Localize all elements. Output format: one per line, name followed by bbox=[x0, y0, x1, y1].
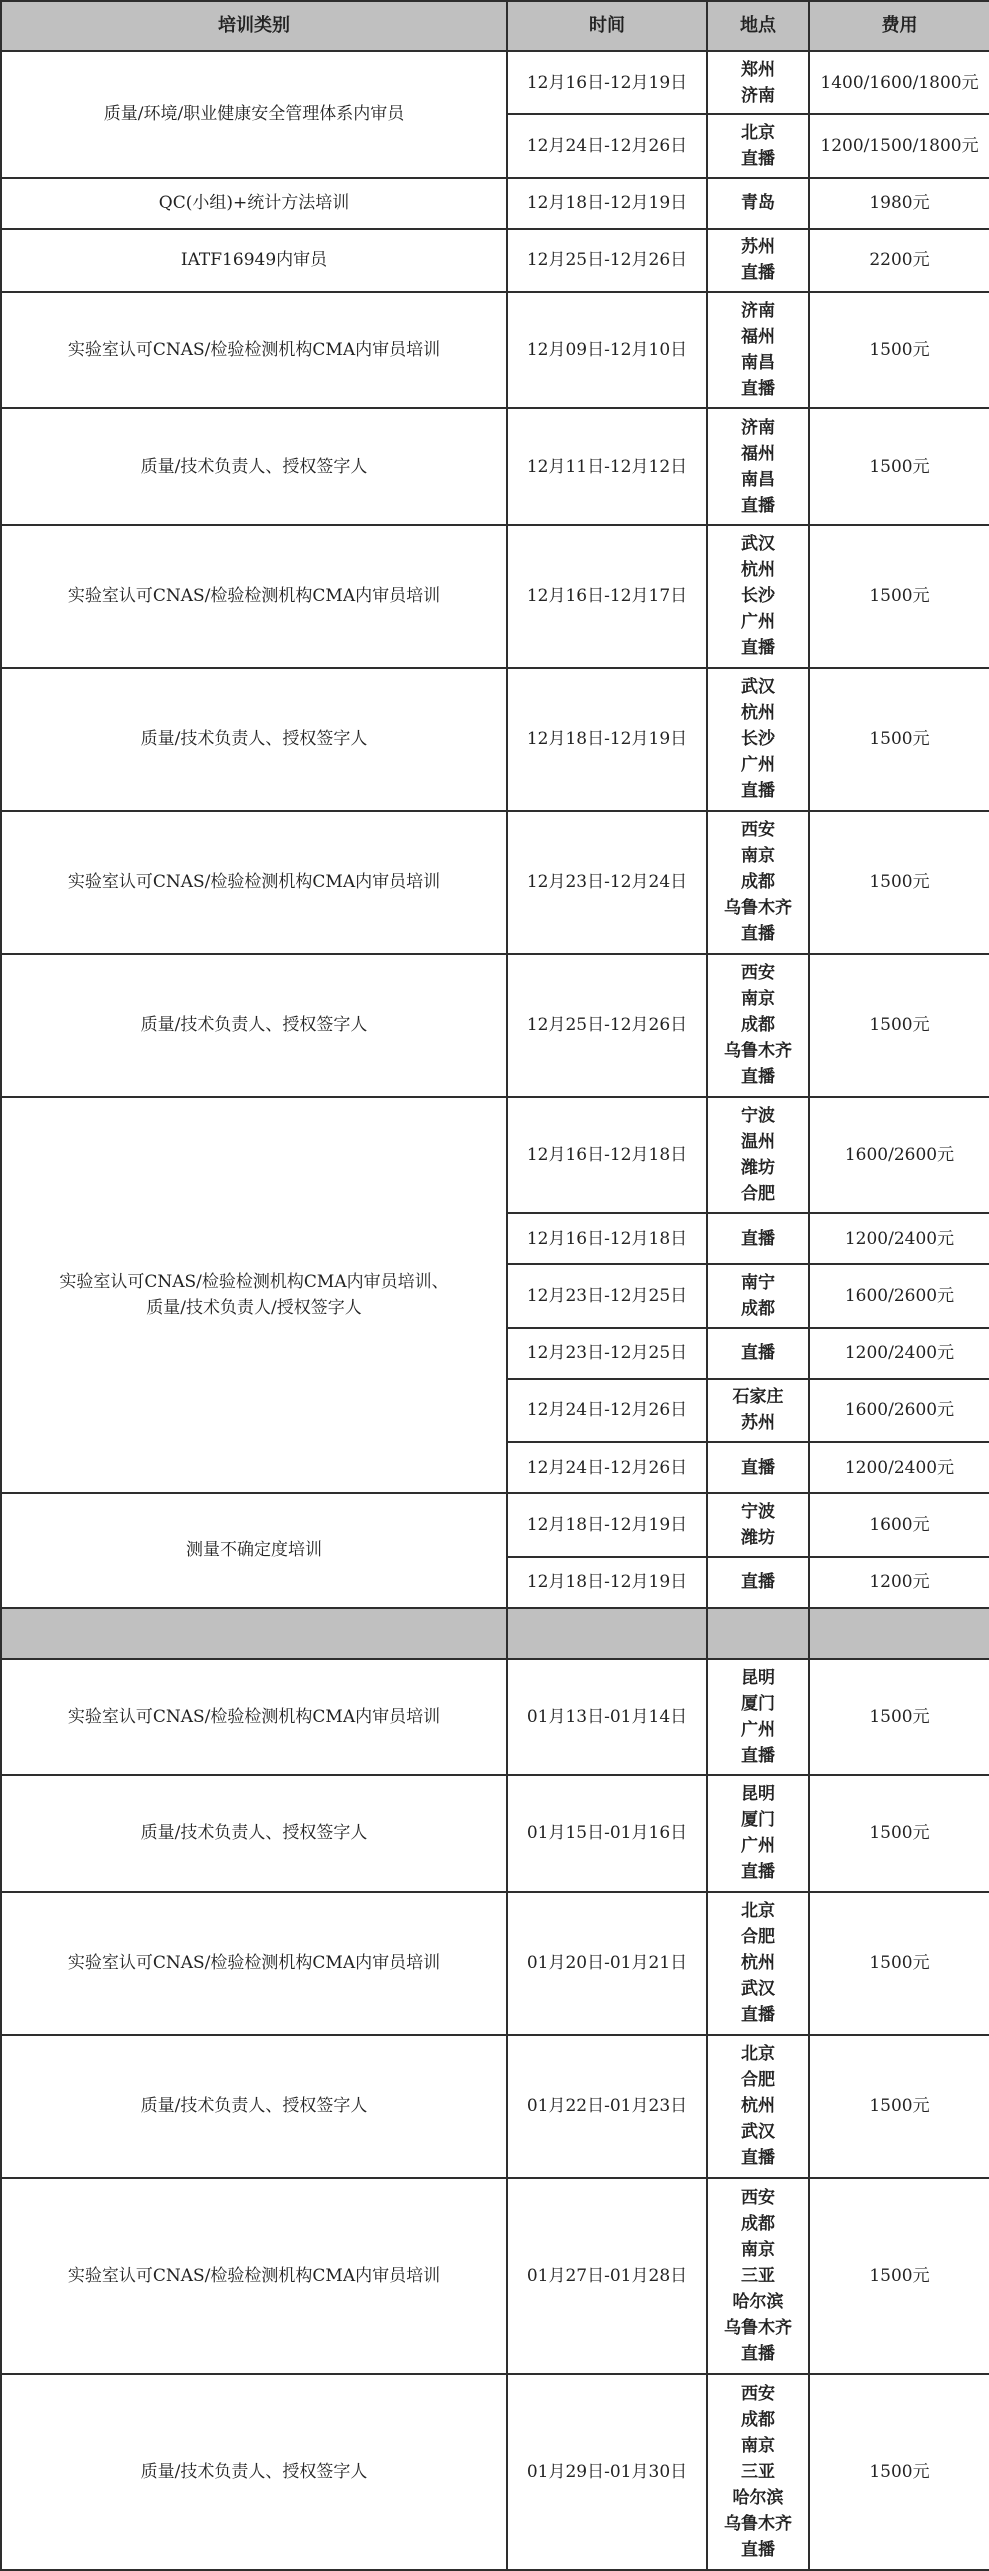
session-row bbox=[1, 1775, 989, 1891]
session-fee: 2200元 bbox=[809, 229, 989, 292]
session-fee: 1600/2600元 bbox=[809, 1097, 989, 1213]
session-date: 12月23日-12月25日 bbox=[507, 1264, 707, 1327]
header-fee: 费用 bbox=[809, 1, 989, 51]
session-location: 直播 bbox=[707, 1328, 809, 1379]
session-date: 12月18日-12月19日 bbox=[507, 178, 707, 229]
session-row bbox=[1, 229, 989, 292]
session-date: 01月15日-01月16日 bbox=[507, 1775, 707, 1891]
session-location: 石家庄 苏州 bbox=[707, 1379, 809, 1442]
course-name: 质量/技术负责人、授权签字人 bbox=[1, 408, 507, 524]
session-location: 北京 合肥 杭州 武汉 直播 bbox=[707, 1892, 809, 2035]
course-name: QC(小组)+统计方法培训 bbox=[1, 178, 507, 229]
session-date: 12月09日-12月10日 bbox=[507, 292, 707, 408]
session-fee: 1500元 bbox=[809, 1892, 989, 2035]
course-name: IATF16949内审员 bbox=[1, 229, 507, 292]
session-location: 直播 bbox=[707, 1557, 809, 1608]
session-location: 直播 bbox=[707, 1213, 809, 1264]
session-fee: 1500元 bbox=[809, 811, 989, 954]
course-name: 质量/技术负责人、授权签字人 bbox=[1, 1775, 507, 1891]
session-row bbox=[1, 2178, 989, 2374]
session-fee: 1200/2400元 bbox=[809, 1328, 989, 1379]
session-fee: 1500元 bbox=[809, 954, 989, 1097]
separator-cell bbox=[1, 1608, 507, 1659]
session-row bbox=[1, 51, 989, 114]
course-name: 质量/技术负责人、授权签字人 bbox=[1, 2374, 507, 2570]
session-date: 01月22日-01月23日 bbox=[507, 2035, 707, 2178]
course-name: 质量/技术负责人、授权签字人 bbox=[1, 2035, 507, 2178]
session-location: 西安 南京 成都 乌鲁木齐 直播 bbox=[707, 811, 809, 954]
session-location: 北京 合肥 杭州 武汉 直播 bbox=[707, 2035, 809, 2178]
separator-cell bbox=[809, 1608, 989, 1659]
session-date: 12月11日-12月12日 bbox=[507, 408, 707, 524]
session-fee: 1500元 bbox=[809, 2374, 989, 2570]
session-fee: 1200/1500/1800元 bbox=[809, 114, 989, 177]
session-row bbox=[1, 1892, 989, 2035]
session-location: 郑州 济南 bbox=[707, 51, 809, 114]
session-date: 01月13日-01月14日 bbox=[507, 1659, 707, 1775]
session-fee: 1500元 bbox=[809, 2178, 989, 2374]
course-name: 质量/技术负责人、授权签字人 bbox=[1, 954, 507, 1097]
session-fee: 1400/1600/1800元 bbox=[809, 51, 989, 114]
session-date: 12月25日-12月26日 bbox=[507, 229, 707, 292]
session-fee: 1500元 bbox=[809, 408, 989, 524]
course-name: 实验室认可CNAS/检验检测机构CMA内审员培训 bbox=[1, 811, 507, 954]
session-fee: 1600/2600元 bbox=[809, 1379, 989, 1442]
session-date: 12月18日-12月19日 bbox=[507, 1557, 707, 1608]
session-row bbox=[1, 292, 989, 408]
header-row bbox=[1, 1, 989, 51]
session-fee: 1500元 bbox=[809, 525, 989, 668]
session-location: 宁波 温州 潍坊 合肥 bbox=[707, 1097, 809, 1213]
course-name: 质量/环境/职业健康安全管理体系内审员 bbox=[1, 51, 507, 178]
session-date: 01月29日-01月30日 bbox=[507, 2374, 707, 2570]
session-row bbox=[1, 2035, 989, 2178]
session-row bbox=[1, 668, 989, 811]
course-name: 实验室认可CNAS/检验检测机构CMA内审员培训 bbox=[1, 292, 507, 408]
session-location: 直播 bbox=[707, 1442, 809, 1493]
session-location: 昆明 厦门 广州 直播 bbox=[707, 1775, 809, 1891]
course-name: 实验室认可CNAS/检验检测机构CMA内审员培训 bbox=[1, 1659, 507, 1775]
session-fee: 1600/2600元 bbox=[809, 1264, 989, 1327]
session-location: 武汉 杭州 长沙 广州 直播 bbox=[707, 525, 809, 668]
session-fee: 1200元 bbox=[809, 1557, 989, 1608]
session-date: 12月25日-12月26日 bbox=[507, 954, 707, 1097]
session-date: 12月24日-12月26日 bbox=[507, 1379, 707, 1442]
session-fee: 1200/2400元 bbox=[809, 1442, 989, 1493]
session-date: 12月24日-12月26日 bbox=[507, 114, 707, 177]
session-location: 西安 南京 成都 乌鲁木齐 直播 bbox=[707, 954, 809, 1097]
session-location: 北京 直播 bbox=[707, 114, 809, 177]
session-row bbox=[1, 954, 989, 1097]
separator-cell bbox=[507, 1608, 707, 1659]
session-date: 12月16日-12月19日 bbox=[507, 51, 707, 114]
session-fee: 1600元 bbox=[809, 1493, 989, 1556]
course-name: 实验室认可CNAS/检验检测机构CMA内审员培训、 质量/技术负责人/授权签字人 bbox=[1, 1097, 507, 1493]
session-fee: 1500元 bbox=[809, 1775, 989, 1891]
header-category: 培训类别 bbox=[1, 1, 507, 51]
session-fee: 1500元 bbox=[809, 668, 989, 811]
session-date: 12月18日-12月19日 bbox=[507, 668, 707, 811]
session-location: 西安 成都 南京 三亚 哈尔滨 乌鲁木齐 直播 bbox=[707, 2178, 809, 2374]
session-row bbox=[1, 408, 989, 524]
session-date: 12月16日-12月17日 bbox=[507, 525, 707, 668]
header-location: 地点 bbox=[707, 1, 809, 51]
session-location: 武汉 杭州 长沙 广州 直播 bbox=[707, 668, 809, 811]
session-date: 01月20日-01月21日 bbox=[507, 1892, 707, 2035]
session-date: 12月18日-12月19日 bbox=[507, 1493, 707, 1556]
session-location: 济南 福州 南昌 直播 bbox=[707, 408, 809, 524]
session-date: 12月16日-12月18日 bbox=[507, 1097, 707, 1213]
session-date: 12月24日-12月26日 bbox=[507, 1442, 707, 1493]
session-location: 南宁 成都 bbox=[707, 1264, 809, 1327]
course-name: 实验室认可CNAS/检验检测机构CMA内审员培训 bbox=[1, 525, 507, 668]
session-date: 01月27日-01月28日 bbox=[507, 2178, 707, 2374]
session-date: 12月23日-12月24日 bbox=[507, 811, 707, 954]
session-row bbox=[1, 1493, 989, 1556]
course-name: 实验室认可CNAS/检验检测机构CMA内审员培训 bbox=[1, 1892, 507, 2035]
session-location: 苏州 直播 bbox=[707, 229, 809, 292]
session-location: 昆明 厦门 广州 直播 bbox=[707, 1659, 809, 1775]
section-separator-row bbox=[1, 1608, 989, 1659]
session-fee: 1500元 bbox=[809, 2035, 989, 2178]
session-location: 青岛 bbox=[707, 178, 809, 229]
session-row bbox=[1, 1659, 989, 1775]
session-row bbox=[1, 1097, 989, 1213]
header-time: 时间 bbox=[507, 1, 707, 51]
separator-cell bbox=[707, 1608, 809, 1659]
session-fee: 1500元 bbox=[809, 292, 989, 408]
schedule-body bbox=[1, 51, 989, 2570]
session-row bbox=[1, 811, 989, 954]
session-location: 西安 成都 南京 三亚 哈尔滨 乌鲁木齐 直播 bbox=[707, 2374, 809, 2570]
course-name: 质量/技术负责人、授权签字人 bbox=[1, 668, 507, 811]
session-date: 12月16日-12月18日 bbox=[507, 1213, 707, 1264]
course-name: 测量不确定度培训 bbox=[1, 1493, 507, 1607]
session-location: 宁波 潍坊 bbox=[707, 1493, 809, 1556]
session-location: 济南 福州 南昌 直播 bbox=[707, 292, 809, 408]
session-row bbox=[1, 2374, 989, 2570]
course-name: 实验室认可CNAS/检验检测机构CMA内审员培训 bbox=[1, 2178, 507, 2374]
session-fee: 1500元 bbox=[809, 1659, 989, 1775]
session-row bbox=[1, 525, 989, 668]
session-fee: 1200/2400元 bbox=[809, 1213, 989, 1264]
session-date: 12月23日-12月25日 bbox=[507, 1328, 707, 1379]
session-fee: 1980元 bbox=[809, 178, 989, 229]
session-row bbox=[1, 178, 989, 229]
